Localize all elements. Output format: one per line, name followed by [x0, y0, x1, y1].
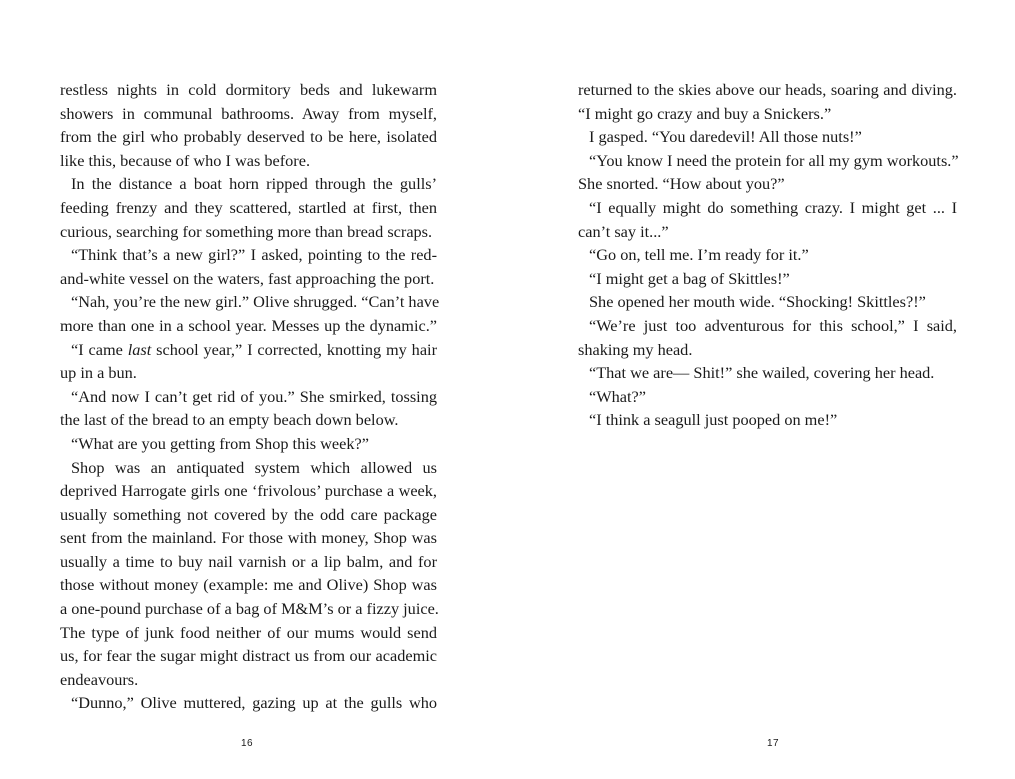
- text-line: the last of the bread to an empty beach down below.: [60, 410, 399, 430]
- text-line: deprived Harrogate girls one ‘frivolous’ purchase a week,: [60, 481, 437, 501]
- text-line: “I think a seagull just pooped on me!”: [589, 410, 838, 430]
- text-line: In the distance a boat horn ripped through the gulls’: [71, 174, 437, 194]
- text-line: Shop was an antiquated system which allowed us: [71, 457, 437, 477]
- text-line: more than one in a school year. Messes up the dynamic.”: [60, 315, 437, 335]
- text-line: She opened her mouth wide. “Shocking! Skittles?!”: [589, 292, 926, 312]
- text-line: “Dunno,” Olive muttered, gazing up at the gulls who: [71, 693, 437, 713]
- text-line: shaking my head.: [578, 339, 693, 359]
- page-number-right: 17: [767, 738, 780, 749]
- text-line: usually something not covered by the odd care package: [60, 504, 437, 524]
- text-line: restless nights in cold dormitory beds and lukewarm: [60, 80, 437, 99]
- text-line: The type of junk food neither of our mums would send: [60, 622, 437, 642]
- text-line: us, for fear the sugar might distract us from our academic: [60, 646, 437, 666]
- text-line: like this, because of who I was before.: [60, 150, 311, 170]
- text-line: up in a bun.: [60, 363, 137, 383]
- text-line: endeavours.: [60, 669, 139, 689]
- text-line: sent from the mainland. For those with money, Shop was: [60, 528, 437, 548]
- text-line: “You know I need the protein for all my gym workouts.”: [589, 150, 959, 170]
- text-line: “I equally might do something crazy. I might get ... I: [589, 197, 957, 217]
- text-line: “What?”: [589, 386, 646, 406]
- text-line: She snorted. “How about you?”: [578, 174, 785, 194]
- text-segment: “I came: [71, 339, 128, 359]
- text-line: feeding frenzy and they scattered, startled at first, then: [60, 197, 437, 217]
- page-number-left: 16: [241, 738, 254, 749]
- text-line: “We’re just too adventurous for this school,” I said,: [589, 315, 957, 335]
- text-line: showers in communal bathrooms. Away from myself,: [60, 103, 437, 123]
- text-line: a one-pound purchase of a bag of M&M’s or a fizzy juice.: [60, 599, 439, 619]
- text-line: [60, 338, 437, 362]
- text-line: returned to the skies above our heads, soaring and diving.: [578, 80, 957, 99]
- text-line: those without money (example: me and Olive) Shop was: [60, 575, 437, 595]
- text-line: “Nah, you’re the new girl.” Olive shrugged. “Can’t have: [71, 292, 440, 312]
- text-line: “I might get a bag of Skittles!”: [589, 268, 790, 288]
- right-page: [508, 0, 1015, 779]
- text-line: from the girl who probably deserved to be here, isolated: [60, 127, 437, 147]
- italic-text: last: [127, 339, 152, 359]
- left-page: [0, 0, 507, 779]
- text-line: and-white vessel on the waters, fast approaching the port.: [60, 268, 435, 288]
- text-line: “And now I can’t get rid of you.” She smirked, tossing: [71, 386, 437, 406]
- text-line: usually a time to buy nail varnish or a lip balm, and for: [60, 551, 437, 571]
- text-line: can’t say it...”: [578, 221, 669, 241]
- right-page-text: [578, 78, 957, 432]
- text-line: curious, searching for something more than bread scraps.: [60, 221, 433, 241]
- text-line: “That we are— Shit!” she wailed, covering her head.: [589, 363, 935, 383]
- text-line: I gasped. “You daredevil! All those nuts!”: [589, 127, 862, 147]
- text-segment: school year,” I corrected, knotting my hair: [151, 339, 437, 359]
- text-line: “Think that’s a new girl?” I asked, pointing to the red-: [71, 245, 437, 265]
- text-line: “I might go crazy and buy a Snickers.”: [578, 103, 832, 123]
- left-page-text: [60, 78, 440, 715]
- text-line: “What are you getting from Shop this week?”: [71, 433, 369, 453]
- text-line: “Go on, tell me. I’m ready for it.”: [589, 245, 809, 265]
